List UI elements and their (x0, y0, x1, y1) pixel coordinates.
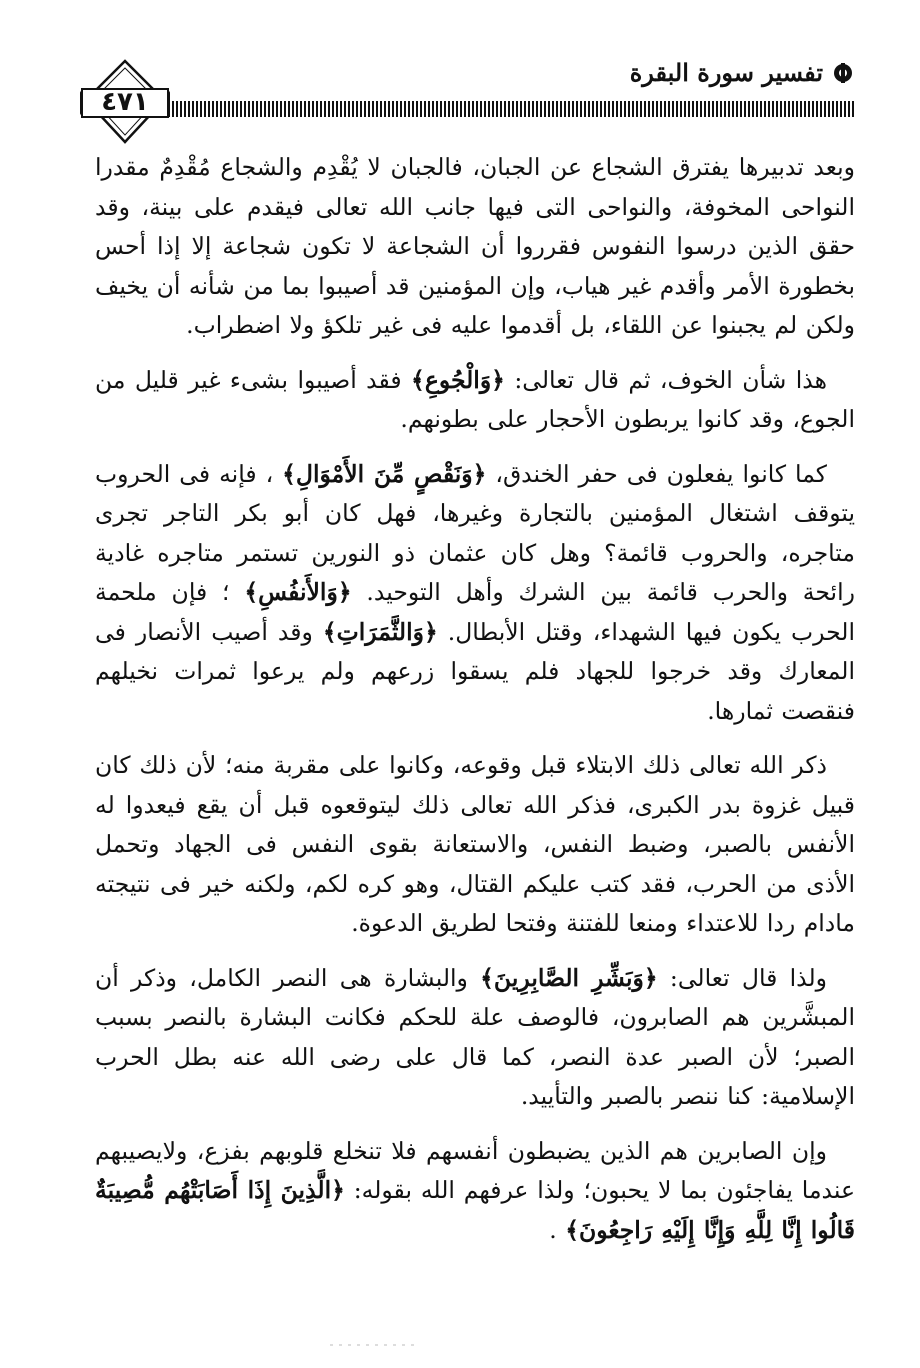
paragraph-text: كما كانوا يفعلون فى حفر الخندق، (486, 459, 827, 488)
quran-quote: ﴿وَالْجُوعِ﴾ (411, 365, 505, 394)
running-title-text: تفسير سورة البقرة (629, 58, 823, 87)
quran-quote: ﴿وَالثَّمَرَاتِ﴾ (322, 617, 438, 646)
page-number: ٤٧١ (101, 87, 149, 117)
paragraph-text: ؛ فإن ملحمة الحرب يكون فيها الشهداء، وقتل الأبطال. (95, 578, 855, 646)
paragraph (95, 455, 855, 732)
paragraph-text: فقد أصيبوا بشىء غير قليل من الجوع، وقد كانوا يربطون الأحجار على بطونهم. (95, 365, 855, 433)
page-header (80, 48, 855, 148)
paragraph-text: ذكر الله تعالى ذلك الابتلاء قبل وقوعه، وكانوا على مقربة منه؛ لأن ذلك كان قبيل غزوة بدر الكبرى، فذكر الله تعالى ذلك ليتوقعوه قبل أن يقع فيعدوا له الأنفس بالصبر، وضبط النفس، والاستعانة بقوى النفس فى الجهاد وتحمل الأذى من الحرب، فقد كتب عليكم القتال، وهو كره لكم، ولكنه خير فى نتيجته مادام ردا للاعتداء ومنعا للفتنة وفتحا لطريق الدعوة. (95, 751, 855, 937)
running-title (630, 58, 855, 87)
scan-artifact (330, 1340, 420, 1350)
paragraph (95, 959, 855, 1117)
paragraph-text: وبعد تدبيرها يفترق الشجاع عن الجبان، فالجبان لا يُقْدِم والشجاع مُقْدِمٌ مقدرا النواحى المخوفة، والنواحى التى فيها جانب الله تعالى فيقدم على بينة، وقد حقق الذين درسوا النفوس فقرروا أن الشجاعة لا تكون شجاعة إلا إذا أحس بخطورة الأمر وأقدم غير هياب، وإن المؤمنين قد أصيبوا بما من شأنه أن يخيف ولكن لم يجبنوا عن اللقاء، بل أقدموا عليه فى غير تلكؤ ولا اضطراب. (95, 153, 855, 339)
paragraph-text: وإن الصابرين هم الذين يضبطون أنفسهم فلا تنخلع قلوبهم بفزع، ولايصيبهم عندما يفاجئون بما لا يحبون؛ ولذا عرفهم الله بقوله: (95, 1136, 855, 1204)
paragraph-text: وقد أصيب الأنصار فى المعارك وقد خرجوا للجهاد فلم يسقوا زرعهم ولم يرعوا ثمرات نخيلهم فنقصت ثمارها. (95, 617, 855, 725)
paragraph (95, 746, 855, 944)
paragraph-text: ، فإنه فى الحروب يتوقف اشتغال المؤمنين بالتجارة وغيرها، فهل كان أبو بكر التاجر تجرى متاجره، والحروب قائمة؟ وهل كان عثمان ذو النورين تستمر متاجره غادية رائحة والحرب قائمة بين الشرك وأهل التوحيد. (95, 459, 855, 606)
quran-quote: ﴿الَّذِينَ إِذَا أَصَابَتْهُم مُّصِيبَةٌ قَالُوا إِنَّا لِلَّهِ وَإِنَّا إِلَيْهِ رَاجِعُونَ﴾ (95, 1176, 855, 1244)
paragraph-text: هذا شأن الخوف، ثم قال تعالى: (504, 365, 827, 394)
paragraph (95, 361, 855, 440)
paragraph (95, 148, 855, 346)
ornament-icon (831, 61, 855, 85)
paragraph (95, 1132, 855, 1251)
quran-quote: ﴿وَبَشِّرِ الصَّابِرِينَ﴾ (480, 963, 658, 992)
paragraph-text: ولذا قال تعالى: (657, 963, 827, 992)
paragraph-text: والبشارة هى النصر الكامل، وذكر أن المبشَّرين هم الصابرون، فالوصف علة للحكم فكانت البشارة بالنصر بسبب الصبر؛ لأن الصبر عدة النصر، كما قال على رضى الله عنه بطل الحرب الإسلامية: كنا ننصر بالصبر والتأييد. (95, 963, 855, 1110)
quran-quote: ﴿وَنَقْصٍ مِّنَ الأَمْوَالِ﴾ (282, 459, 487, 488)
body-text (95, 148, 855, 1265)
quran-quote: ﴿وَالأَنفُسِ﴾ (244, 578, 352, 606)
header-rule (160, 101, 855, 117)
paragraph-text: . (549, 1215, 557, 1244)
